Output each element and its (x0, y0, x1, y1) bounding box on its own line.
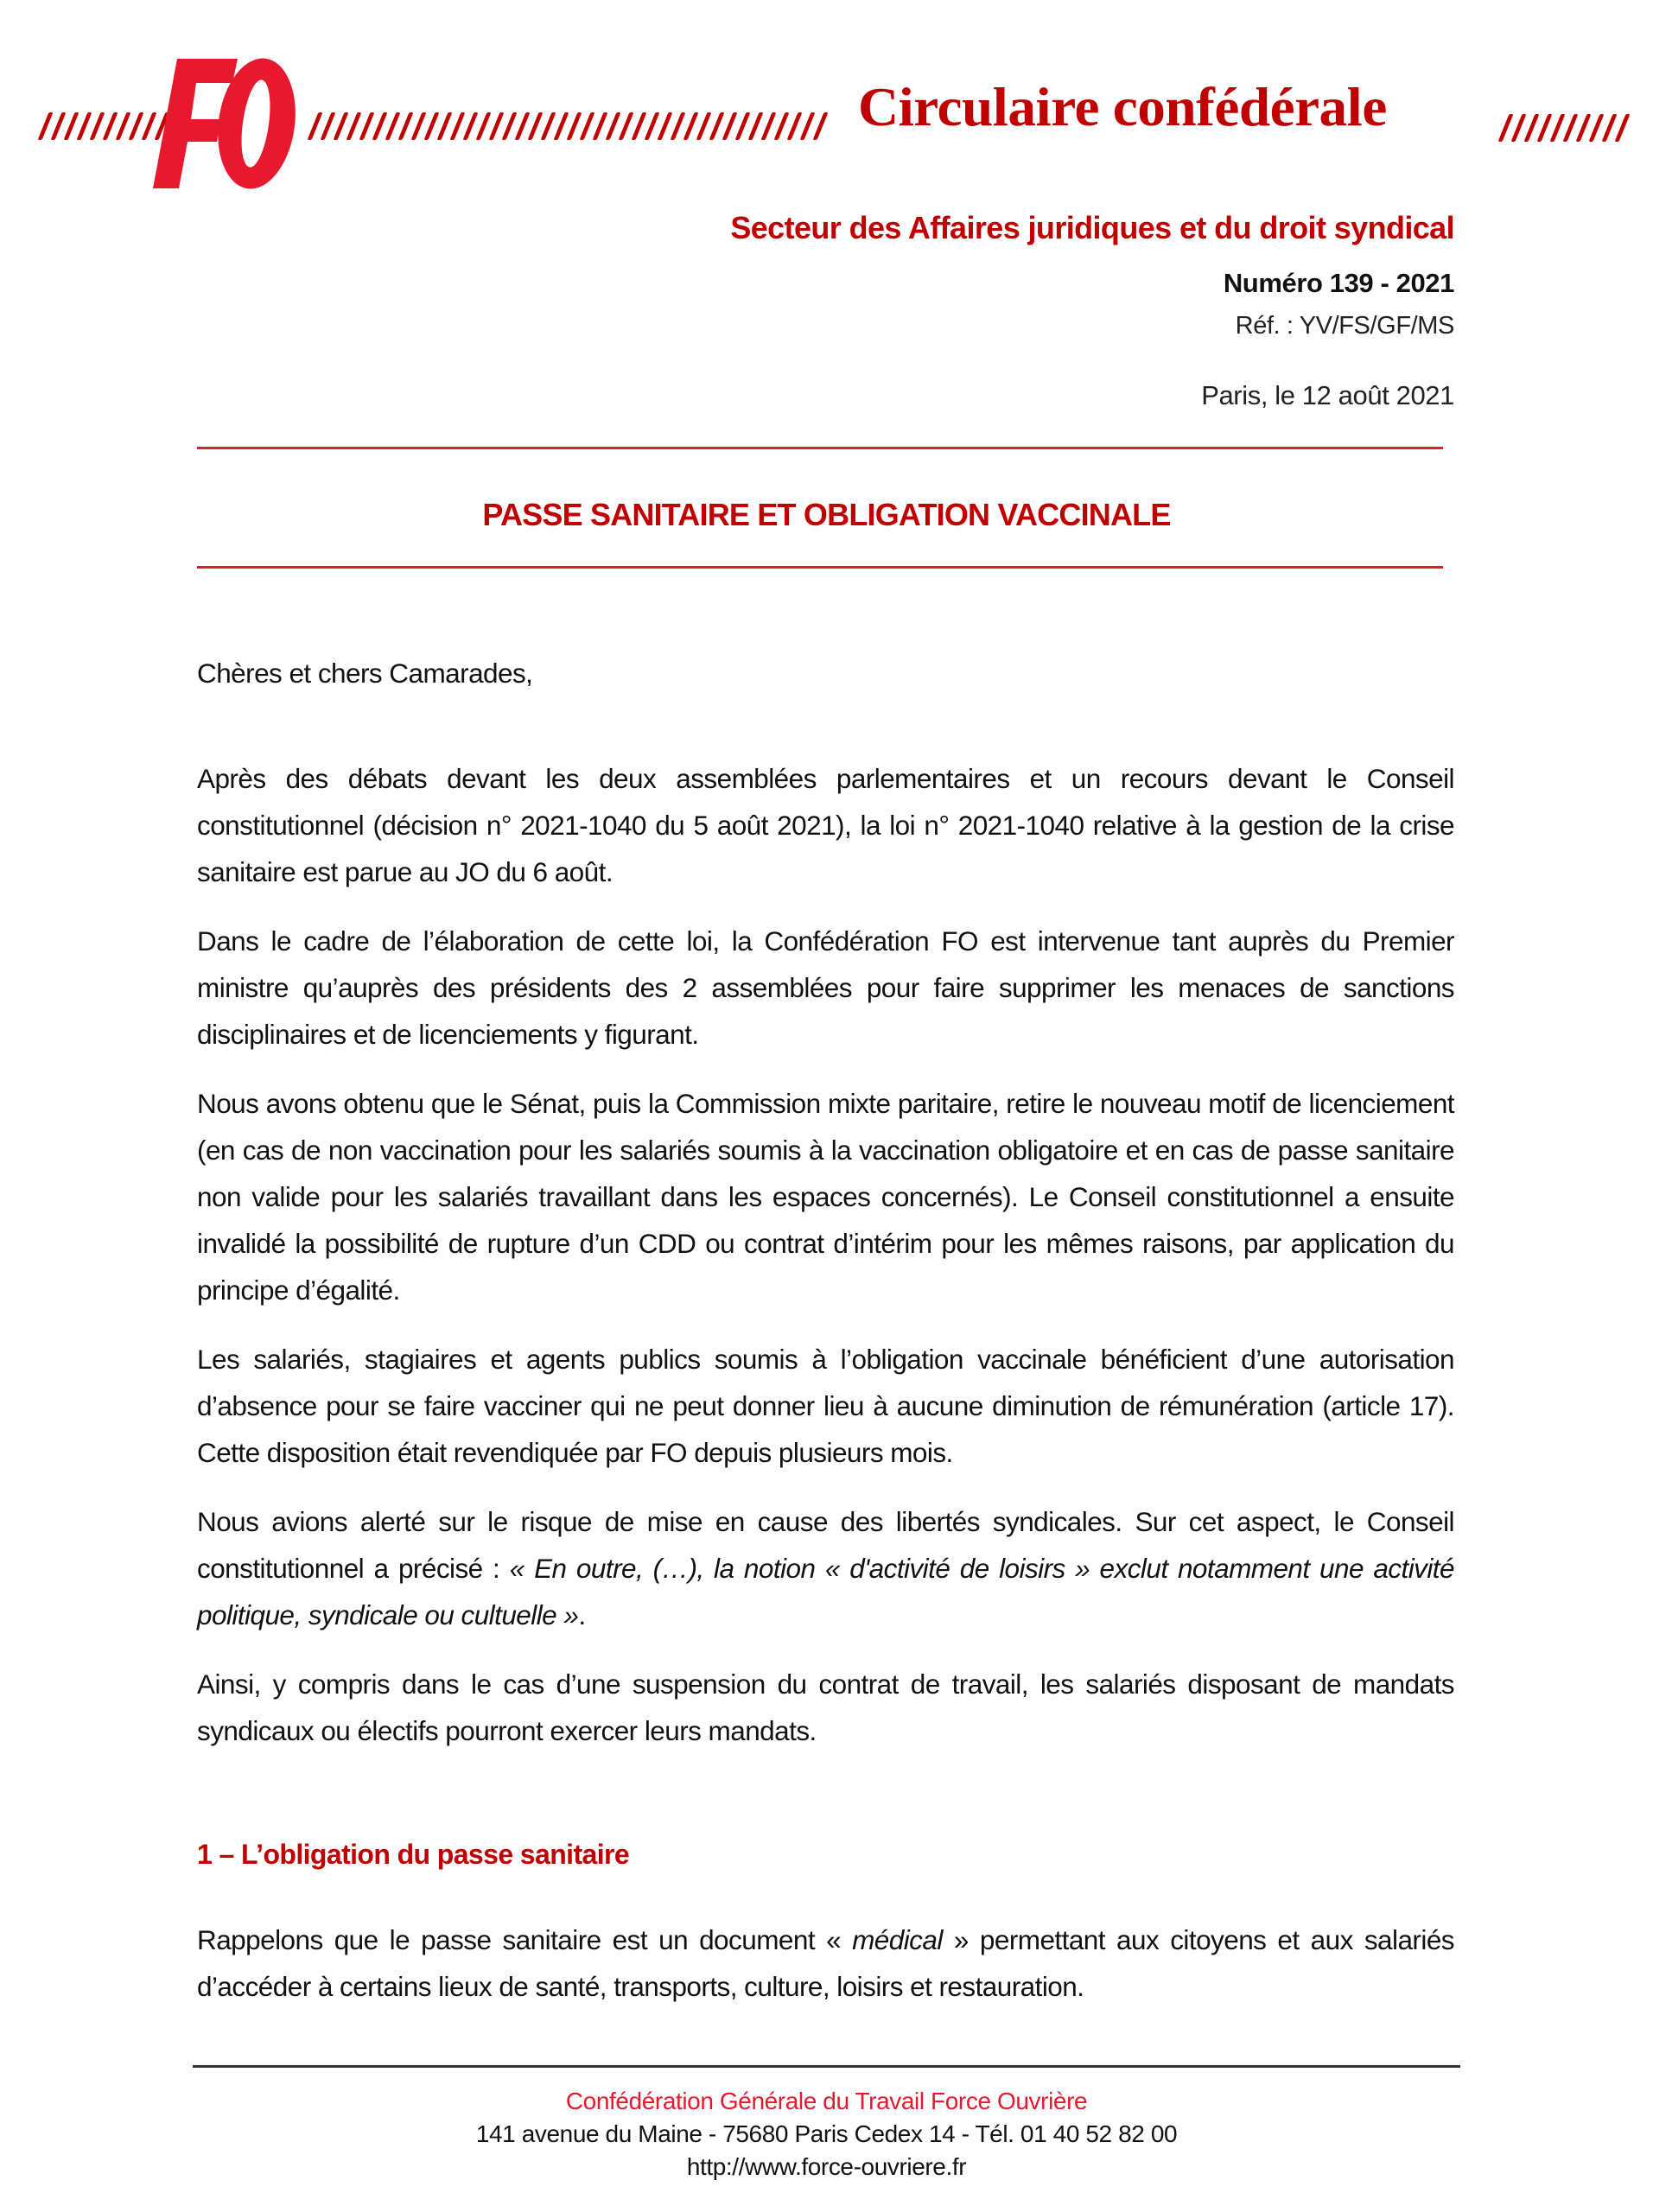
paragraph-text-start: Nous avions alerté sur le risque de mise en cause des libertés syndicales. Sur cet aspect, le Conseil constitutionnel a précisé : (197, 1506, 1454, 1584)
paragraph-text: Nous avons obtenu que le Sénat, puis la Commission mixte paritaire, retire le nouveau motif de licenciement (en cas de non vaccination pour les salariés soumis à la vaccination obligatoire et en cas de passe sanitaire non valide pour les salariés travaillant dans les espaces concernés). Le Conseil constitutionnel a ensuite invalidé la possibilité de rupture d’un CDD ou contrat d’intérim pour les mêmes raisons, par application du principe d’égalité. (197, 1088, 1454, 1306)
decorative-stripes-right (1504, 114, 1633, 143)
paragraph-text (197, 1498, 1454, 1638)
document-title: PASSE SANITAIRE ET OBLIGATION VACCINALE (482, 497, 1171, 532)
circular-title: Circulaire confédérale (858, 76, 1387, 137)
paragraph-6 (197, 1661, 1454, 1754)
section-heading-1: 1 – L’obligation du passe sanitaire (197, 1839, 630, 1870)
footer-rule (193, 2065, 1460, 2068)
salutation-text: Chères et chers Camarades, (197, 658, 533, 689)
paragraph-4 (197, 1336, 1454, 1476)
paragraph-5 (197, 1498, 1454, 1638)
footer-organization: Confédération Générale du Travail Force Ouvrière (565, 2088, 1088, 2114)
title-rule-top (197, 447, 1443, 449)
paragraph-text (197, 1916, 1454, 2010)
paragraph-text: Dans le cadre de l’élaboration de cette loi, la Confédération FO est intervenue tant auprès du Premier ministre qu’auprès des présidents des 2 assemblées pour faire supprimer les menaces de sanctions disciplinaires et de licenciements y figurant. (197, 925, 1454, 1050)
footer-address: 141 avenue du Maine - 75680 Paris Cedex 14 - Tél. 01 40 52 82 00 (475, 2120, 1178, 2147)
footer-website-link[interactable]: http://www.force-ouvriere.fr (686, 2153, 967, 2180)
paragraph-text: Ainsi, y compris dans le cas d’une suspension du contrat de travail, les salariés disposant de mandats syndicaux ou électifs pourront exercer leurs mandats. (197, 1669, 1454, 1746)
paragraph-text: Après des débats devant les deux assemblées parlementaires et un recours devant le Conseil constitutionnel (décision n° 2021-1040 du 5 août 2021), la loi n° 2021-1040 relative à la gestion de la crise sanitaire est parue au JO du 6 août. (197, 763, 1454, 887)
paragraph-7 (197, 1916, 1454, 2010)
issue-date: Paris, le 12 août 2021 (1201, 380, 1454, 410)
paragraph-text: Les salariés, stagiaires et agents publics soumis à l’obligation vaccinale bénéficient d’une autorisation d’absence pour se faire vacciner qui ne peut donner lieu à aucune diminution de rémunération (article 17). Cette disposition était revendiquée par FO depuis plusieurs mois. (197, 1344, 1454, 1468)
title-rule-bottom (197, 566, 1443, 569)
paragraph-1 (197, 755, 1454, 895)
paragraph-text-start: Rappelons que le passe sanitaire est un document « (197, 1924, 853, 1955)
emphasis-medical: médical (852, 1924, 943, 1955)
decorative-stripes-middle (313, 112, 831, 142)
reference: Réf. : YV/FS/GF/MS (1235, 312, 1454, 340)
salutation (197, 650, 1454, 696)
paragraph-text-end: » permettant aux citoyens et aux salariés d’accéder à certains lieux de santé, transports, culture, loisirs et restauration. (197, 1924, 1454, 2002)
fo-logo (151, 57, 298, 190)
sector-name: Secteur des Affaires juridiques et du droit syndical (730, 210, 1454, 245)
paragraph-2 (197, 918, 1454, 1058)
constitutional-council-quote: « En outre, (…), la notion « d'activité de loisirs » exclut notamment une activité politique, syndicale ou cultuelle » (197, 1553, 1454, 1630)
paragraph-text-end: . (578, 1599, 586, 1630)
paragraph-3 (197, 1080, 1454, 1313)
circular-number: Numéro 139 - 2021 (1223, 268, 1454, 298)
